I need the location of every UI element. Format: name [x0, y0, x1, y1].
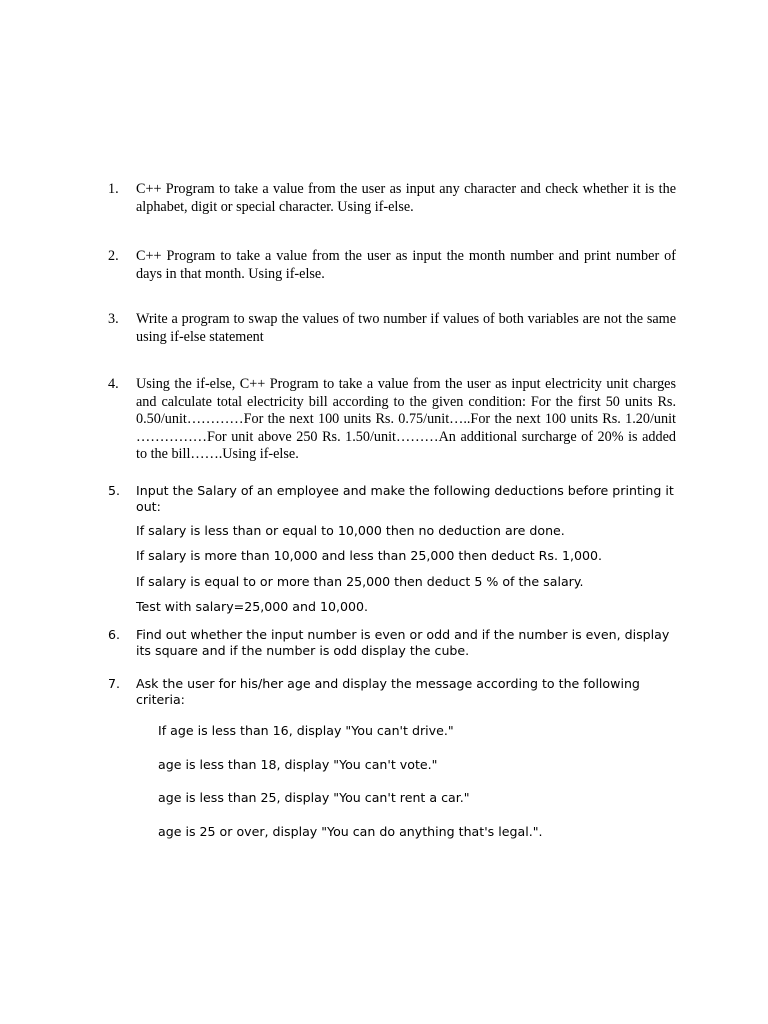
list-item-7: [108, 676, 676, 708]
list-number: 1.: [108, 181, 119, 197]
salary-test-line: Test with salary=25,000 and 10,000.: [136, 599, 369, 614]
list-number: 4.: [108, 376, 119, 392]
list-number: 6.: [108, 627, 121, 642]
list-item-text: Find out whether the input number is even or odd and if the number is even, display its square and if the number is odd display the cube.: [136, 627, 670, 658]
list-number: 7.: [108, 676, 121, 691]
list-item-text: Using the if-else, C++ Program to take a value from the user as input electricity unit charges and calculate total electricity bill according to the given condition: For the first 50 units Rs. 0.50/unit…………For the next 100 units Rs. 0.75/unit…..For the next 100 units Rs. 1.20/unit ……………For unit above 250 Rs. 1.50/unit………An additional surcharge of 20% is added to the bill…….Using if-else.: [136, 376, 676, 463]
age-criterion-line: If age is less than 16, display "You can't drive.": [158, 723, 454, 738]
list-number: 5.: [108, 483, 121, 498]
list-item-5: [108, 483, 676, 515]
age-criterion-line: age is less than 25, display "You can't rent a car.": [158, 790, 470, 805]
list-item-text: C++ Program to take a value from the user as input any character and check whether it is the alphabet, digit or special character. Using if-else.: [136, 181, 676, 215]
age-criterion-line: age is 25 or over, display "You can do anything that's legal.".: [158, 824, 543, 839]
list-item-2: [108, 248, 676, 283]
list-item-text: Ask the user for his/her age and display the message according to the following criteria:: [136, 676, 640, 707]
age-criterion-line: age is less than 18, display "You can't vote.": [158, 757, 438, 772]
list-item-3: [108, 311, 676, 346]
list-number: 3.: [108, 311, 119, 327]
salary-rule-line: If salary is equal to or more than 25,000 then deduct 5 % of the salary.: [136, 574, 584, 589]
list-item-6: [108, 627, 676, 659]
list-item-4: [108, 376, 676, 464]
list-item-1: [108, 181, 676, 216]
salary-rule-line: If salary is more than 10,000 and less than 25,000 then deduct Rs. 1,000.: [136, 548, 603, 563]
salary-rule-line: If salary is less than or equal to 10,000 then no deduction are done.: [136, 523, 565, 538]
list-item-text: Input the Salary of an employee and make the following deductions before printing it out:: [136, 483, 674, 514]
list-number: 2.: [108, 248, 119, 264]
list-item-text: Write a program to swap the values of two number if values of both variables are not the same using if-else statement: [136, 311, 676, 345]
list-item-text: C++ Program to take a value from the user as input the month number and print number of days in that month. Using if-else.: [136, 248, 676, 282]
